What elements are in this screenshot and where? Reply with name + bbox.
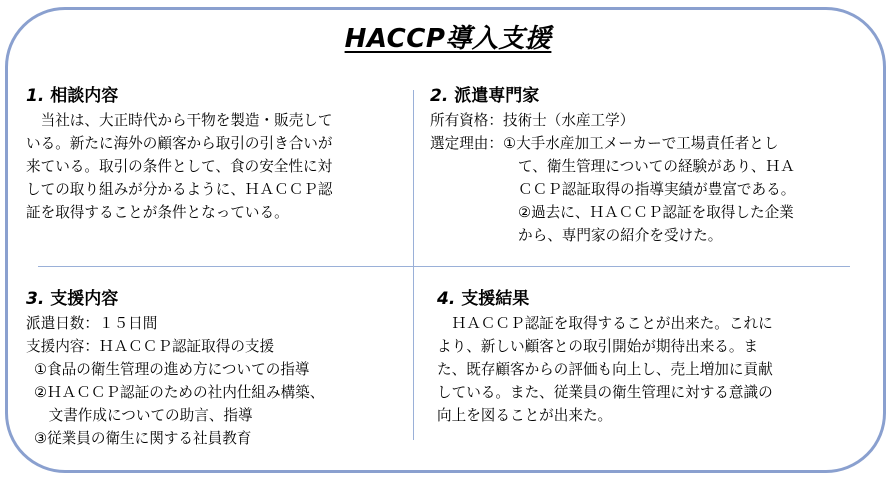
text-line: しての取り組みが分かるように、ＨＡＣＣＰ認 bbox=[26, 181, 333, 198]
dispatch-days: 派遣日数：１５日間 bbox=[26, 315, 158, 332]
reason-label: 選定理由： bbox=[430, 135, 503, 152]
section-heading bbox=[430, 84, 795, 108]
text-line: いる。新たに海外の顧客から取引の引き合いが bbox=[26, 135, 333, 152]
section-expert bbox=[430, 84, 795, 247]
text-line: している。また、従業員の衛生管理に対する意識の bbox=[437, 384, 773, 401]
section-result bbox=[437, 287, 773, 427]
section-heading bbox=[437, 287, 773, 311]
reason-first-line bbox=[430, 132, 795, 155]
list-item: ②ＨＡＣＣＰ認証のための社内仕組み構築、 bbox=[34, 384, 325, 401]
text-line: ＨＡＣＣＰ認証を取得することが出来た。これに bbox=[437, 315, 773, 332]
section-number: 1. bbox=[26, 86, 45, 106]
vertical-divider bbox=[413, 90, 414, 440]
section-consultation bbox=[26, 84, 332, 224]
text-line: から、専門家の紹介を受けた。 bbox=[518, 227, 723, 244]
text-line: て、衛生管理についての経験があり、ＨＡ bbox=[518, 158, 795, 175]
text-line: 向上を図ることが出来た。 bbox=[437, 407, 613, 424]
text-line: ②過去に、ＨＡＣＣＰ認証を取得した企業 bbox=[518, 204, 794, 221]
list-item: 文書作成についての助言、指導 bbox=[34, 407, 253, 424]
section-title: 相談内容 bbox=[50, 86, 119, 106]
text-line: ①大手水産加工メーカーで工場責任者とし bbox=[502, 135, 779, 152]
section-title: 支援結果 bbox=[461, 289, 530, 309]
section-support bbox=[26, 287, 324, 450]
text-line: 当社は、大正時代から干物を製造・販売して bbox=[26, 112, 333, 129]
support-content: 支援内容：ＨＡＣＣＰ認証取得の支援 bbox=[26, 338, 275, 355]
text-line: た、既存顧客からの評価も向上し、売上増加に貢献 bbox=[437, 361, 773, 378]
text-line: より、新しい顧客との取引開始が期待出来る。ま bbox=[437, 338, 759, 355]
section-heading bbox=[26, 84, 332, 108]
list-item: ①食品の衛生管理の進め方についての指導 bbox=[34, 361, 310, 378]
section-number: 4. bbox=[437, 289, 456, 309]
text-line: 証を取得することが条件となっている。 bbox=[26, 204, 289, 221]
text-line: ＣＣＰ認証取得の指導実績が豊富である。 bbox=[518, 181, 796, 198]
list-item: ③従業員の衛生に関する社員教育 bbox=[34, 430, 252, 447]
text-line: 来ている。取引の条件として、食の安全性に対 bbox=[26, 158, 333, 175]
section-number: 2. bbox=[430, 86, 449, 106]
qualification: 所有資格：技術士（水産工学） bbox=[430, 112, 635, 129]
horizontal-divider bbox=[38, 266, 850, 267]
section-number: 3. bbox=[26, 289, 45, 309]
section-title: 支援内容 bbox=[50, 289, 119, 309]
section-title: 派遣専門家 bbox=[454, 86, 540, 106]
section-heading bbox=[26, 287, 324, 311]
page-title: HACCP導入支援 bbox=[344, 24, 552, 54]
